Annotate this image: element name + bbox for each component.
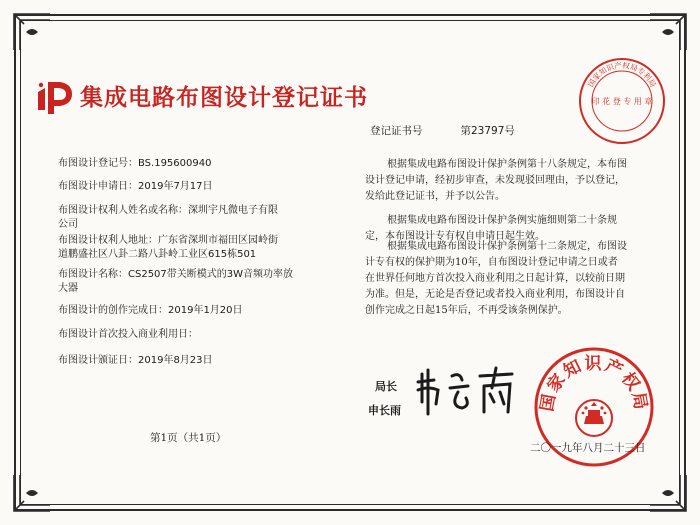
- field-label: 布图设计权利人地址：: [58, 235, 158, 246]
- ip-office-logo-icon: [36, 80, 76, 116]
- field-value: BS.195600940: [138, 158, 212, 169]
- field-design-name-cont: [58, 282, 78, 296]
- field-design-name: [58, 268, 293, 282]
- field-label: 布图设计权利人姓名或名称：: [58, 205, 188, 216]
- field-value-continued: 公司: [58, 219, 78, 230]
- paragraph-registration-basis: 根据集成电路布图设计保护条例第十八条规定，本布图设计登记申请，经初步审查，未发现驳回理由，予以登记，发给此登记证书，并予以公告。: [365, 159, 627, 202]
- field-value: CS2507带关断模式的3W音频功率放: [128, 269, 294, 280]
- field-value: 深圳宇凡微电子有限: [188, 205, 278, 216]
- issue-date: 二〇一九年八月二十三日: [530, 442, 646, 454]
- field-creation-date: [58, 304, 243, 318]
- registration-number-value: 第23797号: [460, 125, 515, 137]
- field-issue-date: [58, 354, 213, 368]
- field-label: 布图设计的创作完成日：: [58, 305, 168, 316]
- corner-ornament-top-right: [646, 10, 690, 54]
- field-application-date: [58, 180, 213, 194]
- corner-ornament-top-left: [10, 10, 54, 54]
- corner-ornament-bottom-right: [646, 471, 690, 515]
- paragraph-effective-date: 根据集成电路布图设计保护条例实施细则第二十条规定，本布图设计专有权自申请日起生效。: [365, 215, 617, 242]
- field-owner-name: [58, 204, 278, 218]
- field-value: 2019年7月17日: [138, 181, 213, 192]
- certificate-title: 集成电路布图设计登记证书: [80, 85, 368, 111]
- field-label: 布图设计颁证日：: [58, 355, 138, 366]
- field-owner-address-cont: [58, 248, 256, 262]
- field-owner-address: [58, 234, 278, 248]
- signatory-title: 局长: [375, 380, 397, 393]
- paragraph-protection-term: 根据集成电路布图设计保护条例第十二条规定，布图设计专有权的保护期为10年，自布图设计登记申请之日或者在世界任何地方首次投入商业利用之日起计算，以较前日期为准。但是，无论是否登记或者投入商业利用，布图设计自创作完成之日起15年后，不再受该条例保护。: [365, 241, 627, 316]
- field-label: 布图设计登记号：: [58, 158, 138, 169]
- field-value: 广东省深圳市福田区园岭街: [158, 235, 278, 246]
- field-registration-no: [58, 157, 211, 171]
- page-number: 第1页（共1页）: [150, 432, 227, 444]
- national-emblem-icon: [576, 400, 612, 436]
- registration-number: [370, 123, 515, 138]
- signatory-name: 申长雨: [368, 404, 401, 417]
- field-label: 布图设计首次投入商业利用日：: [58, 329, 198, 340]
- stamp-seal-text: 国家知识产权局专利局: [586, 60, 658, 89]
- handwritten-signature: [410, 362, 520, 422]
- corner-ornament-bottom-left: [10, 471, 54, 515]
- registration-number-label: 登记证书号: [370, 125, 423, 137]
- field-first-commercial-use: [58, 328, 198, 342]
- field-owner-name-cont: [58, 218, 78, 232]
- stamp-seal-center-text: 印 花 登 专 用 章: [591, 97, 653, 106]
- field-value-continued: 道鹏盛社区八卦二路八卦岭工业区615栋501: [58, 249, 257, 260]
- field-label: 布图设计名称：: [58, 269, 128, 280]
- stamp-seal: [577, 56, 667, 146]
- field-label: 布图设计申请日：: [58, 181, 138, 192]
- field-value-continued: 大器: [58, 283, 78, 294]
- field-value: 2019年8月23日: [138, 355, 213, 366]
- field-value: 2019年1月20日: [168, 305, 243, 316]
- seal-text: 国家知识产权局: [537, 354, 651, 413]
